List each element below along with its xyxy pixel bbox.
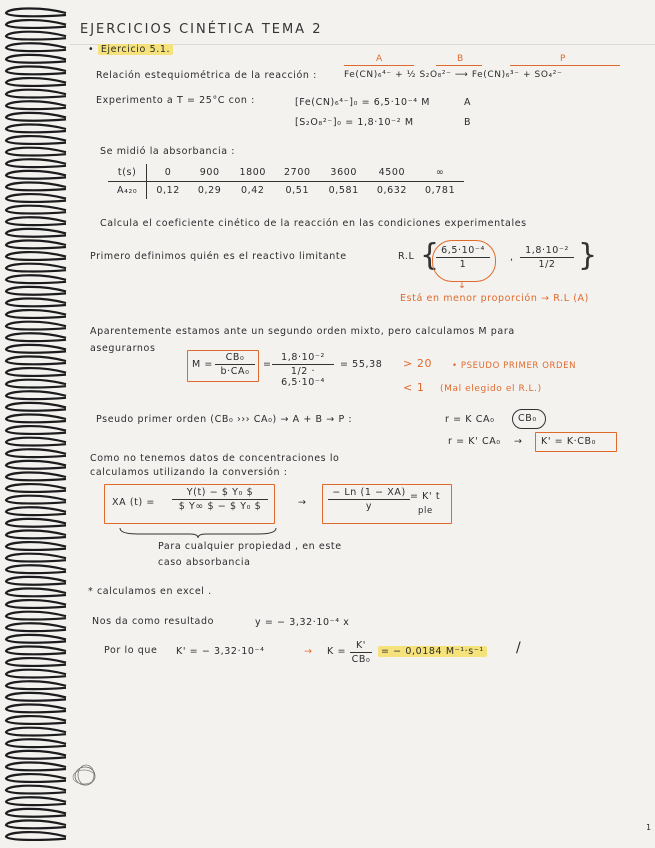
- spiral-coil: [6, 670, 66, 678]
- spiral-coil: [6, 264, 66, 272]
- ln-rhs: = K' t: [410, 491, 441, 502]
- brace-right: }: [578, 238, 598, 273]
- result-label: Nos da como resultado: [92, 616, 215, 627]
- spiral-coil: [6, 426, 66, 434]
- spiral-coil: [6, 600, 66, 608]
- k-label: K =: [327, 646, 347, 657]
- k-fraction-den: CB₀: [351, 654, 371, 665]
- table-header-absorbance: A₄₂₀: [108, 182, 147, 200]
- experiment-label: Experimento a T = 25°C con :: [96, 95, 255, 106]
- arrow-down: ↓: [458, 280, 467, 291]
- page-number: 1: [646, 823, 652, 832]
- spiral-coil: [6, 461, 66, 469]
- spiral-coil: [6, 612, 66, 620]
- page-title: EJERCICIOS CINÉTICA TEMA 2: [80, 22, 323, 37]
- spiral-binding: [0, 0, 70, 848]
- spiral-coil: [6, 519, 66, 527]
- task-statement: Calcula el coeficiente cinético de la reacción en las condiciones experimentales: [100, 218, 527, 229]
- m-result: = 55,38: [340, 359, 383, 370]
- spiral-coil: [6, 623, 66, 631]
- excel-note: * calculamos en excel .: [88, 586, 212, 597]
- spiral-coil: [6, 148, 66, 156]
- brace-left: {: [420, 238, 440, 273]
- fraction-b-num: 1,8·10⁻²: [520, 245, 574, 258]
- spiral-coil: [6, 484, 66, 492]
- underbrace: [118, 526, 278, 538]
- exercise-label: Ejercicio 5.1.: [98, 44, 173, 55]
- spiral-coil: [6, 530, 66, 538]
- relation-label: Relación estequiométrica de la reacción :: [96, 70, 317, 81]
- pseudo-first-order-note: • PSEUDO PRIMER ORDEN: [452, 361, 577, 371]
- gt-20: > 20: [403, 357, 433, 370]
- fraction-b: [520, 245, 574, 270]
- spiral-coil: [6, 646, 66, 654]
- fraction-a-den: 1: [459, 259, 467, 270]
- table-cell: 0,781: [425, 185, 456, 196]
- fraction-b-den: 1/2: [538, 259, 556, 270]
- k-fraction-num: K': [350, 640, 372, 653]
- underline-b: [436, 65, 482, 66]
- spiral-coil: [6, 322, 66, 330]
- spiral-coil: [6, 635, 66, 643]
- spiral-coil: [6, 206, 66, 214]
- pseudo-text: Pseudo primer orden (CB₀ ››› CA₀) → A + B → P :: [96, 414, 353, 425]
- ln-rhs-den: ple: [418, 506, 433, 516]
- table-cell: 4500: [368, 164, 416, 182]
- spiral-coil: [6, 66, 66, 74]
- spiral-coil: [6, 681, 66, 689]
- spiral-coil: [6, 414, 66, 422]
- measured-label: Se midió la absorbancia :: [100, 146, 236, 157]
- k-value-highlight: [378, 646, 487, 657]
- end-slash: /: [516, 640, 522, 656]
- spiral-coil: [6, 171, 66, 179]
- spiral-coil: [6, 287, 66, 295]
- m-fraction: [215, 352, 255, 377]
- spiral-coil: [6, 449, 66, 457]
- spiral-coil: [6, 809, 66, 817]
- concentration-b: [S₂O₈²⁻]₀ = 1,8·10⁻² M: [295, 117, 414, 128]
- spiral-coil: [6, 229, 66, 237]
- spiral-coil: [6, 182, 66, 190]
- table-cell: 0,581: [328, 185, 359, 196]
- spiral-coil: [6, 217, 66, 225]
- spiral-coil: [6, 832, 66, 840]
- m-fraction-num: CB₀: [215, 352, 255, 365]
- table-header-time: t(s): [108, 164, 147, 182]
- m-value-fraction: [272, 352, 334, 388]
- conversion-num: Y(t) − $ Y₀ $: [172, 487, 268, 500]
- label-a: A: [376, 54, 383, 64]
- rate-law-cb0: CB₀: [518, 413, 537, 424]
- final-arrow: →: [304, 646, 313, 657]
- spiral-coil: [6, 704, 66, 712]
- underline-a: [344, 65, 414, 66]
- table-cell: ∞: [416, 164, 464, 182]
- spiral-coil: [6, 345, 66, 353]
- pen-scribble: [70, 762, 102, 790]
- conversion-text-2: calculamos utilizando la conversión :: [90, 467, 288, 478]
- spiral-coil: [6, 368, 66, 376]
- table-cell: 0,632: [376, 185, 408, 196]
- property-note-1: Para cualquier propiedad , en este: [158, 541, 342, 552]
- limiting-text: Primero definimos quién es el reactivo limitante: [90, 251, 347, 262]
- spiral-coil: [6, 32, 66, 40]
- spiral-coil: [6, 565, 66, 573]
- spiral-coil: [6, 588, 66, 596]
- spiral-coil: [6, 542, 66, 550]
- spiral-coil: [6, 693, 66, 701]
- table-cell: 3600: [320, 164, 368, 182]
- spiral-coil: [6, 43, 66, 51]
- absorbance-table: [108, 164, 464, 199]
- arrow-right: →: [514, 436, 523, 447]
- spiral-coil: [6, 136, 66, 144]
- spiral-coil: [6, 403, 66, 411]
- limiting-note: Está en menor proporción → R.L (A): [400, 293, 589, 304]
- spiral-coil: [6, 8, 66, 16]
- spiral-coil: [6, 356, 66, 364]
- spiral-coil: [6, 728, 66, 736]
- arrow-to-ln: →: [298, 497, 307, 508]
- underline-p: [510, 65, 620, 66]
- spiral-coil: [6, 252, 66, 260]
- rl-label: R.L: [398, 251, 415, 262]
- conversion-fraction: [172, 487, 268, 512]
- spiral-coil: [6, 762, 66, 770]
- table-cell: 0: [147, 164, 189, 182]
- spiral-coil: [6, 658, 66, 666]
- spiral-coil: [6, 820, 66, 828]
- spiral-coil: [6, 101, 66, 109]
- spiral-coil: [6, 380, 66, 388]
- spiral-coil: [6, 90, 66, 98]
- conversion-label: XA (t) =: [112, 497, 155, 508]
- table-cell: 0,29: [197, 185, 222, 196]
- ln-fraction: [328, 487, 410, 512]
- spiral-coil: [6, 298, 66, 306]
- spiral-coil: [6, 78, 66, 86]
- rate-law-2: r = K' CA₀: [448, 436, 501, 447]
- spiral-coil: [6, 55, 66, 63]
- spiral-coil: [6, 797, 66, 805]
- exercise-heading: • Ejercicio 5.1.: [88, 44, 173, 55]
- spiral-coil: [6, 194, 66, 202]
- spiral-coil: [6, 716, 66, 724]
- label-b: B: [457, 54, 464, 64]
- table-row: [108, 182, 464, 200]
- spiral-coil: [6, 159, 66, 167]
- k-prime-definition: K' = K·CB₀: [541, 436, 597, 447]
- order-text-2: asegurarnos: [90, 343, 156, 354]
- spiral-coil: [6, 113, 66, 121]
- table-cell: 900: [189, 164, 231, 182]
- spiral-coil: [6, 124, 66, 132]
- fraction-a: [436, 245, 490, 270]
- concentration-b-tag: B: [464, 117, 472, 128]
- k-final-value: = − 0,0184 M⁻¹·s⁻¹: [378, 646, 487, 657]
- wrong-rl-note: (Mal elegido el R.L.): [440, 384, 542, 394]
- m-fraction-den: b·CA₀: [220, 366, 250, 377]
- separator-comma: ,: [510, 252, 514, 263]
- spiral-coil: [6, 739, 66, 747]
- spiral-coil: [6, 240, 66, 248]
- spiral-coil: [6, 774, 66, 782]
- table-cell: 0,51: [285, 185, 310, 196]
- lt-1: < 1: [403, 381, 425, 394]
- spiral-coil: [6, 391, 66, 399]
- fraction-a-num: 6,5·10⁻⁴: [436, 245, 490, 258]
- spiral-coil: [6, 751, 66, 759]
- spiral-coil: [6, 507, 66, 515]
- conversion-den: $ Y∞ $ − $ Y₀ $: [178, 501, 262, 512]
- table-cell: 1800: [230, 164, 275, 182]
- k-fraction: [350, 640, 372, 665]
- property-note-2: caso absorbancia: [158, 557, 251, 568]
- rate-law-1: r = K CA₀: [445, 414, 495, 425]
- regression-equation: y = − 3,32·10⁻⁴ x: [255, 617, 350, 628]
- ln-den: y: [365, 501, 373, 512]
- m-value-num: 1,8·10⁻²: [272, 352, 334, 365]
- reaction-equation: Fe(CN)₆⁴⁻ + ½ S₂O₈²⁻ ⟶ Fe(CN)₆³⁻ + SO₄²⁻: [344, 70, 563, 80]
- equals-sign: =: [263, 359, 272, 370]
- k-prime-value: K' = − 3,32·10⁻⁴: [176, 646, 265, 657]
- spiral-coil: [6, 20, 66, 28]
- table-cell: 0,42: [240, 185, 265, 196]
- spiral-coil: [6, 577, 66, 585]
- concentration-a: [Fe(CN)₆⁴⁻]₀ = 6,5·10⁻⁴ M: [295, 97, 431, 108]
- table-cell: 0,12: [156, 185, 180, 196]
- spiral-coil: [6, 786, 66, 794]
- table-row: [108, 164, 464, 182]
- spiral-coil: [6, 310, 66, 318]
- final-label: Por lo que: [104, 645, 158, 656]
- spiral-coil: [6, 496, 66, 504]
- spiral-coil: [6, 438, 66, 446]
- spiral-coil: [6, 333, 66, 341]
- spiral-coil: [6, 472, 66, 480]
- conversion-text-1: Como no tenemos datos de concentraciones lo: [90, 453, 340, 464]
- m-label: M =: [192, 359, 213, 370]
- table-cell: 2700: [275, 164, 320, 182]
- ln-num: − Ln (1 − XA): [328, 487, 410, 500]
- spiral-coil: [6, 275, 66, 283]
- order-text-1: Aparentemente estamos ante un segundo orden mixto, pero calculamos M para: [90, 326, 515, 337]
- m-value-den: 1/2 · 6,5·10⁻⁴: [281, 366, 325, 388]
- label-p: P: [560, 54, 566, 64]
- spiral-coil: [6, 554, 66, 562]
- concentration-a-tag: A: [464, 97, 472, 108]
